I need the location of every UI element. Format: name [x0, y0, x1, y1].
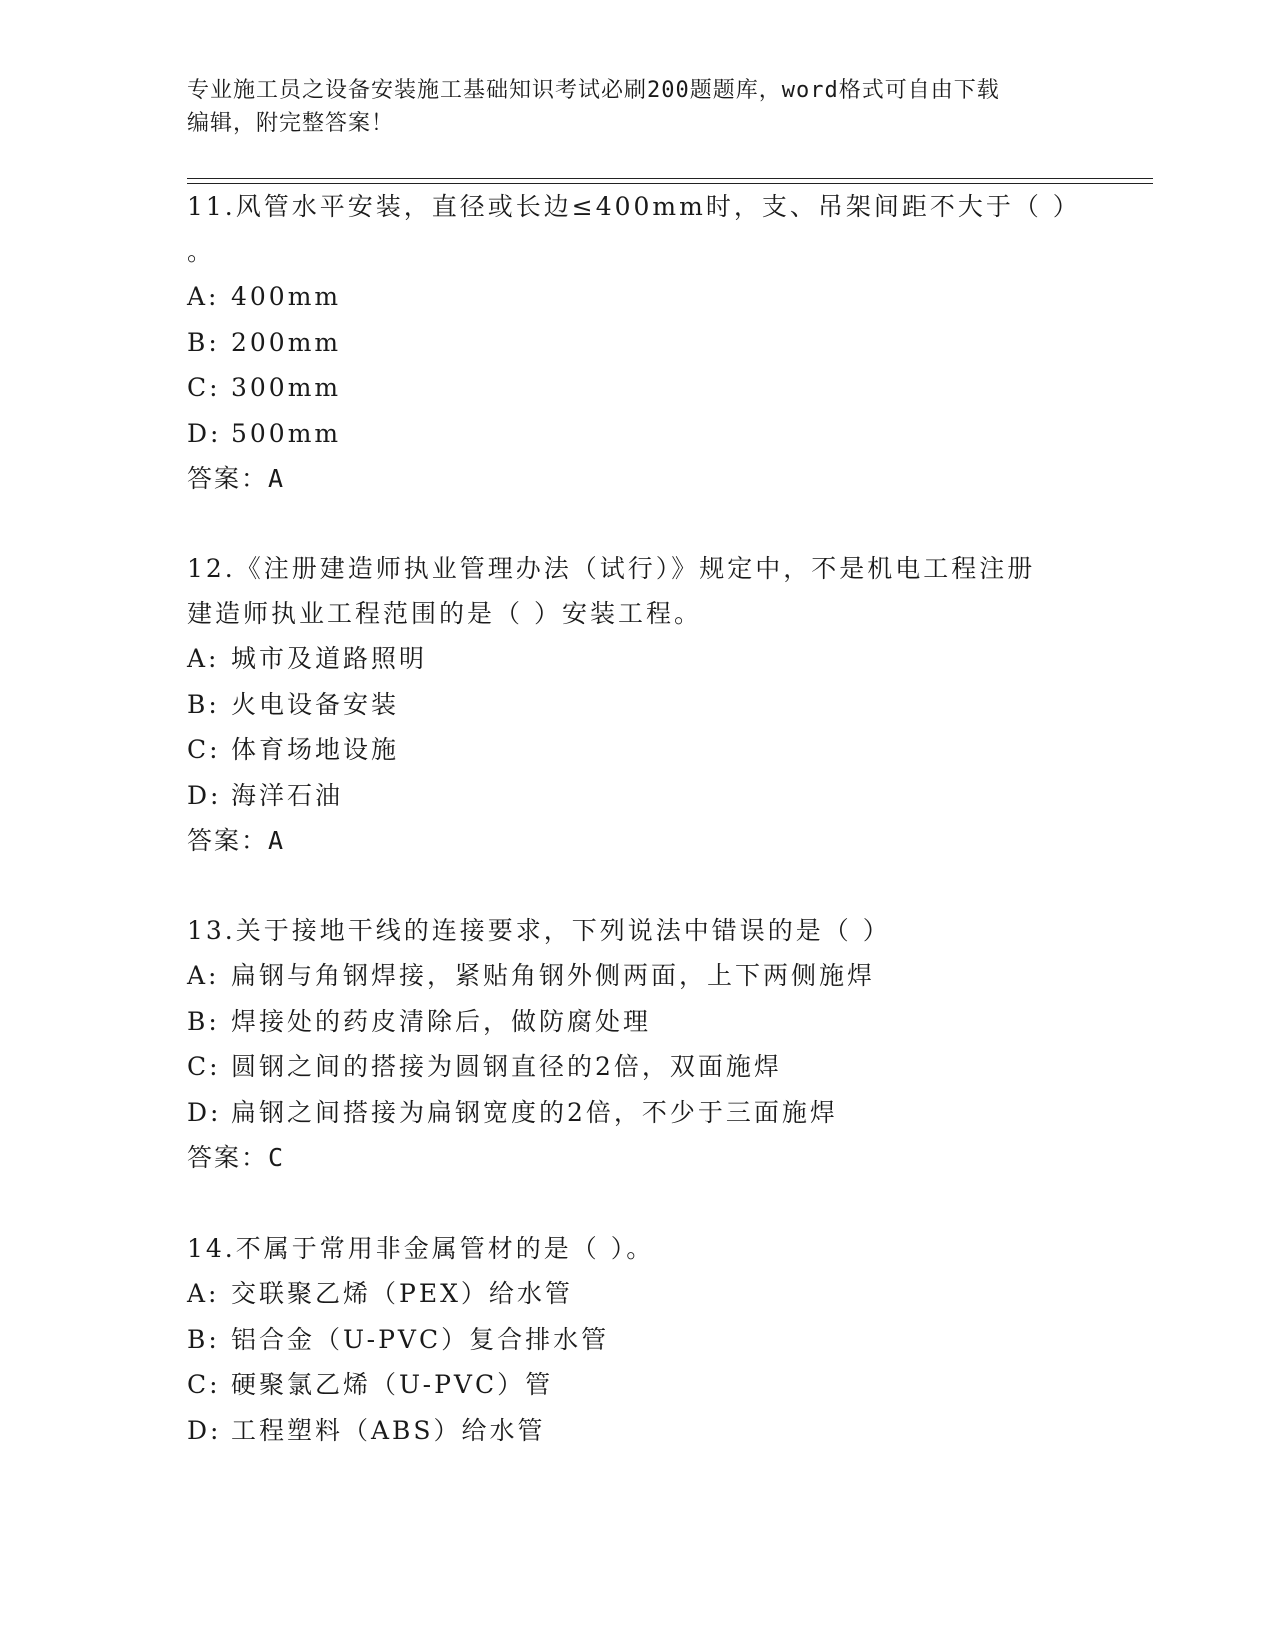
- question-stem: 12.《注册建造师执业管理办法（试行）》规定中，不是机电工程注册: [187, 554, 1036, 583]
- option-text: 火电设备安装: [231, 689, 400, 719]
- option-key: C:: [187, 1370, 221, 1399]
- option-d: [187, 411, 1087, 457]
- question-14: [187, 1226, 1087, 1453]
- option-d: [187, 1408, 1087, 1454]
- option-d: [187, 1090, 1087, 1136]
- option-c: [187, 727, 1087, 773]
- option-key: C:: [187, 373, 221, 402]
- answer-line: 答案：A: [187, 826, 286, 855]
- option-key: B:: [187, 689, 220, 719]
- option-key: A:: [187, 282, 220, 311]
- option-text: 扁钢之间搭接为扁钢宽度的2倍，不少于三面施焊: [231, 1097, 838, 1127]
- option-key: B:: [187, 327, 220, 357]
- option-b: [187, 320, 1087, 366]
- option-text: 城市及道路照明: [231, 644, 428, 673]
- option-c: [187, 1044, 1087, 1090]
- option-text: 体育场地设施: [231, 735, 400, 764]
- document-header: [187, 74, 1087, 140]
- option-d: [187, 773, 1087, 819]
- option-text: 硬聚氯乙烯（U-PVC）管: [231, 1370, 554, 1399]
- option-b: [187, 1317, 1087, 1363]
- option-key: D:: [187, 1097, 222, 1127]
- option-c: [187, 365, 1087, 411]
- option-text: 交联聚乙烯（PEX）给水管: [231, 1279, 573, 1308]
- question-stem: 13.关于接地干线的连接要求，下列说法中错误的是（ ）: [187, 916, 891, 945]
- option-text: 200mm: [231, 327, 342, 357]
- option-text: 300mm: [231, 373, 342, 402]
- option-a: [187, 636, 1087, 682]
- option-text: 400mm: [231, 282, 342, 311]
- header-title-line-2: 编辑，附完整答案！: [187, 111, 395, 136]
- option-text: 海洋石油: [231, 780, 344, 810]
- option-text: 扁钢与角钢焊接，紧贴角钢外侧两面，上下两侧施焊: [231, 961, 876, 990]
- option-text: 500mm: [231, 418, 342, 448]
- option-a: [187, 1271, 1087, 1317]
- option-text: 铝合金（U-PVC）复合排水管: [231, 1324, 610, 1354]
- answer-line: 答案：C: [187, 1143, 286, 1172]
- option-key: D:: [187, 1415, 222, 1445]
- question-11: [187, 184, 1087, 501]
- option-key: D:: [187, 780, 222, 810]
- option-text: 工程塑料（ABS）给水管: [231, 1415, 546, 1445]
- option-c: [187, 1362, 1087, 1408]
- option-key: D:: [187, 418, 222, 448]
- option-key: B:: [187, 1006, 220, 1036]
- header-divider-top: [187, 178, 1153, 179]
- question-stem-continued: 建造师执业工程范围的是（ ）安装工程。: [187, 599, 702, 628]
- answer-line: 答案：A: [187, 464, 286, 493]
- question-stem-continued: 。: [187, 237, 216, 266]
- question-stem: 14.不属于常用非金属管材的是（ ）。: [187, 1234, 655, 1263]
- header-title-line-1: 专业施工员之设备安装施工基础知识考试必刷200题题库，word格式可自由下载: [187, 78, 1000, 103]
- option-text: 圆钢之间的搭接为圆钢直径的2倍，双面施焊: [231, 1052, 782, 1081]
- question-stem: 11.风管水平安装，直径或长边≤400mm时，支、吊架间距不大于（ ）: [187, 192, 1081, 221]
- question-13: [187, 908, 1087, 1180]
- option-b: [187, 999, 1087, 1045]
- option-key: C:: [187, 1052, 221, 1081]
- option-key: A:: [187, 1279, 220, 1308]
- option-a: [187, 274, 1087, 320]
- option-key: A:: [187, 644, 220, 673]
- option-key: A:: [187, 961, 220, 990]
- option-key: C:: [187, 735, 221, 764]
- option-b: [187, 682, 1087, 728]
- question-12: [187, 546, 1087, 863]
- option-a: [187, 953, 1087, 999]
- option-text: 焊接处的药皮清除后，做防腐处理: [231, 1006, 652, 1036]
- option-key: B:: [187, 1324, 220, 1354]
